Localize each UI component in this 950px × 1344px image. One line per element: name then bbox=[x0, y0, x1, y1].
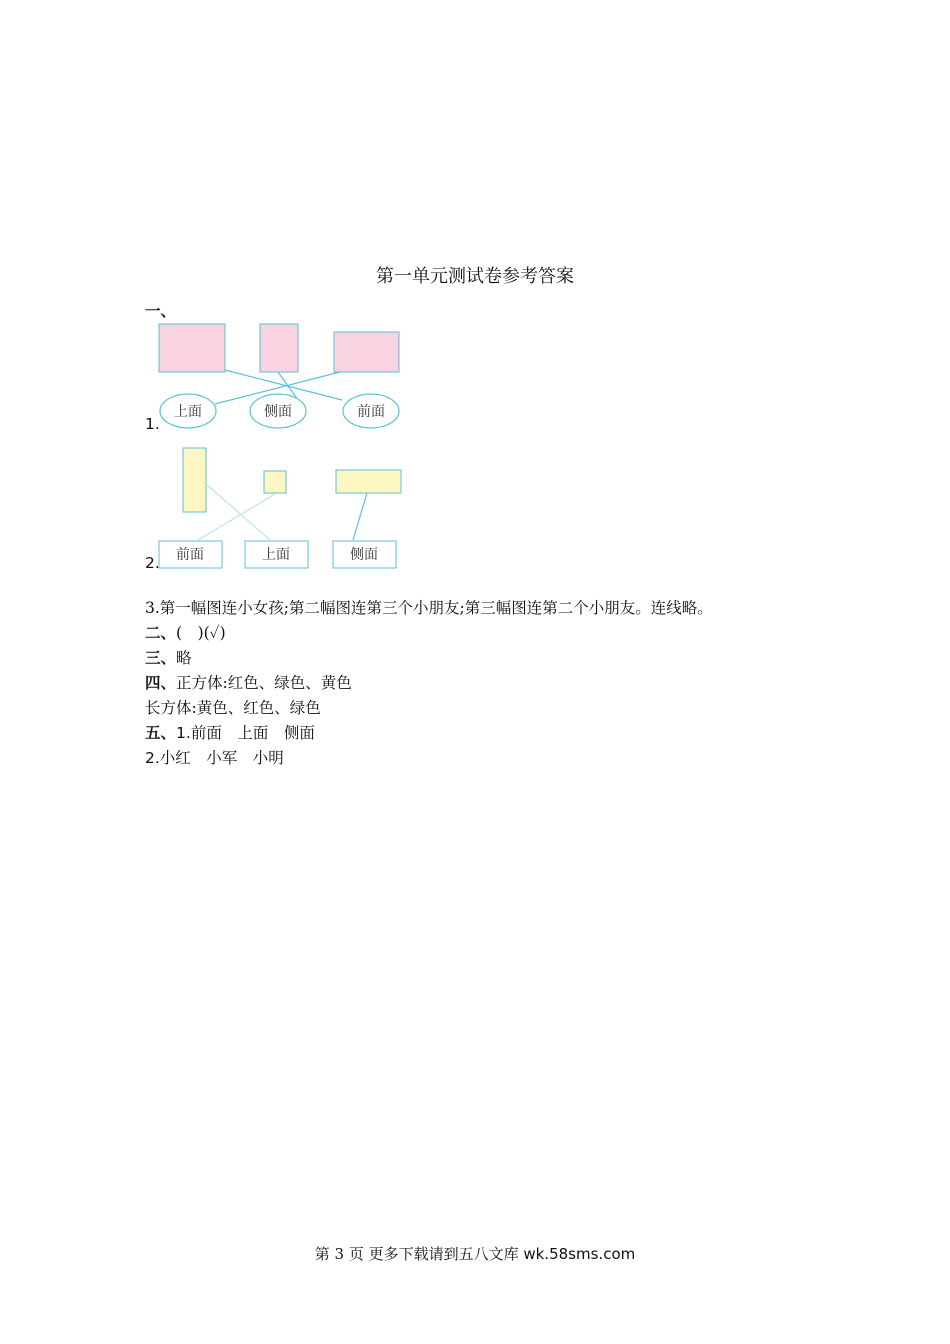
oval-label-side: 侧面 bbox=[264, 404, 292, 420]
oval-label-front: 前面 bbox=[357, 404, 385, 420]
section-2 bbox=[145, 623, 226, 643]
q1-number: 1. bbox=[145, 415, 160, 433]
square-shape bbox=[264, 471, 286, 493]
top-view-shape bbox=[334, 332, 399, 372]
section-5-line2-number: 2. bbox=[145, 749, 160, 767]
connector-line bbox=[353, 493, 367, 540]
section-5 bbox=[145, 723, 315, 743]
front-view-shape bbox=[159, 324, 225, 372]
box-label-top: 上面 bbox=[262, 547, 290, 563]
box-label-side: 侧面 bbox=[350, 547, 378, 563]
section-4 bbox=[145, 673, 352, 693]
section-2-label: 二、 bbox=[145, 624, 177, 642]
section-4-label: 四、 bbox=[145, 674, 177, 692]
side-view-shape bbox=[260, 324, 298, 372]
section-5-label: 五、 bbox=[145, 724, 177, 742]
section-5-line2-row bbox=[145, 748, 284, 768]
page-footer bbox=[0, 1243, 950, 1264]
answer-diagrams bbox=[0, 0, 950, 600]
q2-number: 2. bbox=[145, 554, 160, 572]
tall-rect-shape bbox=[183, 448, 206, 512]
footer-text: 第 3 页 更多下载请到五八文库 bbox=[314, 1245, 524, 1263]
section-1-label: 一、 bbox=[145, 302, 177, 320]
section-3 bbox=[145, 648, 192, 668]
section-5-line1-number: 1. bbox=[176, 724, 191, 742]
wide-rect-shape bbox=[336, 470, 401, 493]
footer-url[interactable]: wk.58sms.com bbox=[523, 1245, 636, 1263]
diagram-2 bbox=[159, 448, 401, 568]
section-4-line2: 长方体:黄色、红色、绿色 bbox=[145, 699, 321, 717]
diagram-1 bbox=[159, 324, 399, 428]
page-title: 第一单元测试卷参考答案 bbox=[376, 266, 574, 287]
oval-label-top: 上面 bbox=[174, 404, 202, 420]
section-5-line1: 前面 上面 侧面 bbox=[190, 724, 315, 742]
connector-line bbox=[198, 494, 275, 540]
section-4-line1: 正方体:红色、绿色、黄色 bbox=[176, 674, 352, 692]
section-5-line2: 小红 小军 小明 bbox=[159, 749, 284, 767]
q3-answer: 3.第一幅图连小女孩;第二幅图连第三个小朋友;第三幅图连第二个小朋友。连线略。 bbox=[145, 599, 713, 617]
section-2-answer: ( )(✓) bbox=[176, 624, 226, 642]
box-label-front: 前面 bbox=[176, 547, 204, 563]
connector-line bbox=[206, 484, 270, 540]
section-3-answer: 略 bbox=[176, 649, 192, 667]
section-3-label: 三、 bbox=[145, 649, 177, 667]
